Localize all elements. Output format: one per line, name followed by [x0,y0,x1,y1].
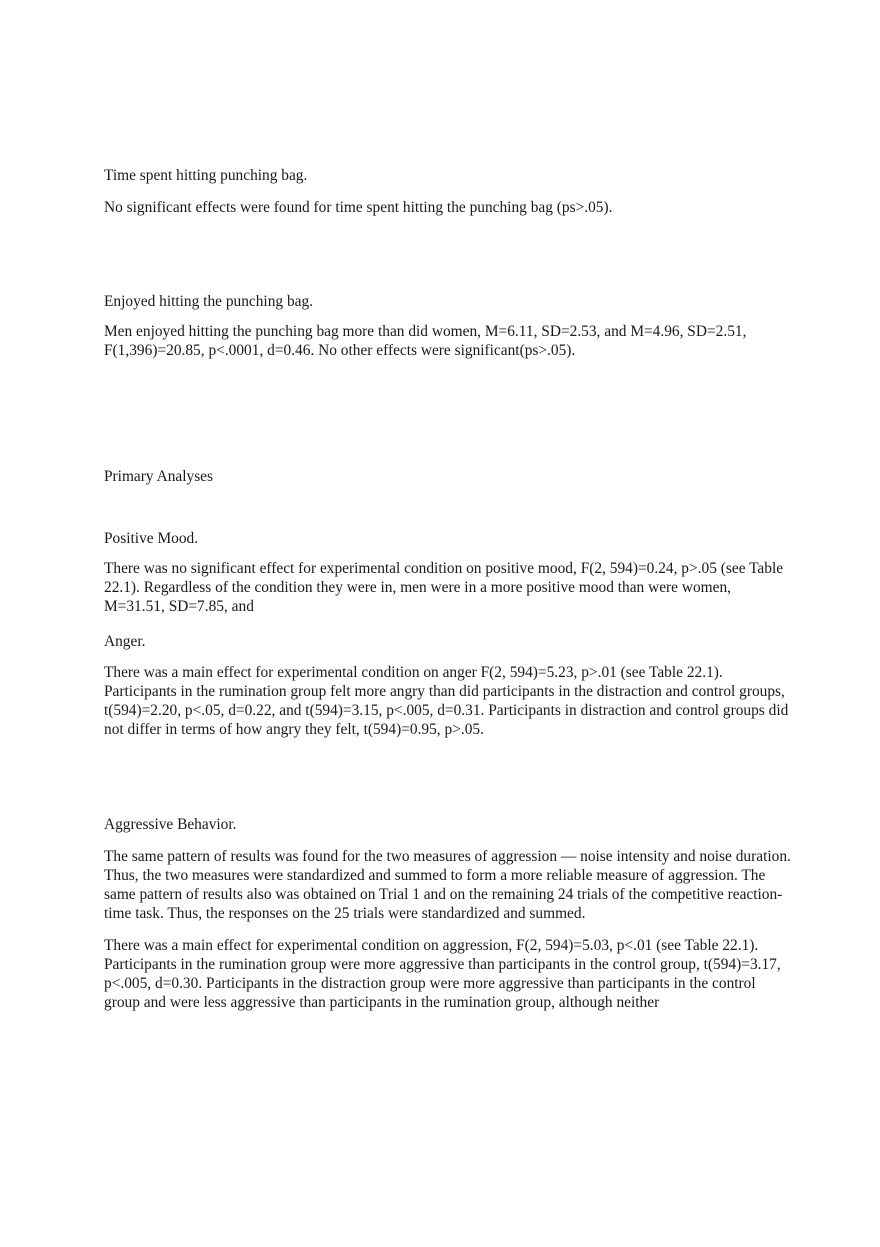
heading-enjoyed: Enjoyed hitting the punching bag. [104,293,314,310]
paragraph-time-spent: No significant effects were found for time spent hitting the punching bag (ps>.05). [104,199,613,216]
paragraph-anger: There was a main effect for experimental condition on anger F(2, 594)=5.23, p>.01 (see Table 22.1). Participants in the rumination group felt more angry than did participants in the distraction and control groups, t(594)=2.20, p<.05, d=0.22, and t(594)=3.15, p<.005, d=0.31. Participants in distraction and control groups did not differ in terms of how angry they felt, t(594)=0.95, p>.05. [104,664,789,738]
paragraph-aggression-measures: The same pattern of results was found for the two measures of aggression — noise intensity and noise duration. Thus, the two measures were standardized and summed to form a more reliable measure of aggression. The same pattern of results also was obtained on Trial 1 and on the remaining 24 trials of the competitive reaction-time task. Thus, the responses on the 25 trials were standardized and summed. [104,848,791,922]
heading-primary-analyses: Primary Analyses [104,468,214,485]
paragraph-enjoyed: Men enjoyed hitting the punching bag more than did women, M=6.11, SD=2.53, and M=4.96, SD=2.51, F(1,396)=20.85, p<.0001, d=0.46. No other effects were significant(ps>.05). [104,323,747,359]
paragraph-aggression-results: There was a main effect for experimental condition on aggression, F(2, 594)=5.03, p<.01 (see Table 22.1). Participants in the rumination group were more aggressive than participants in the control group, t(594)=3.17, p<.005, d=0.30. Participants in the distraction group were more aggressive than participants in the control group and were less aggressive than participants in the rumination group, although neither [104,937,781,1011]
heading-time-spent: Time spent hitting punching bag. [104,167,308,184]
heading-positive-mood: Positive Mood. [104,530,199,547]
paragraph-positive-mood: There was no significant effect for experimental condition on positive mood, F(2, 594)=0.24, p>.05 (see Table 22.1). Regardless of the condition they were in, men were in a more positive mood than were women, M=31.51, SD=7.85, and [104,560,784,615]
heading-anger: Anger. [104,633,146,650]
heading-aggressive-behavior: Aggressive Behavior. [104,816,237,833]
